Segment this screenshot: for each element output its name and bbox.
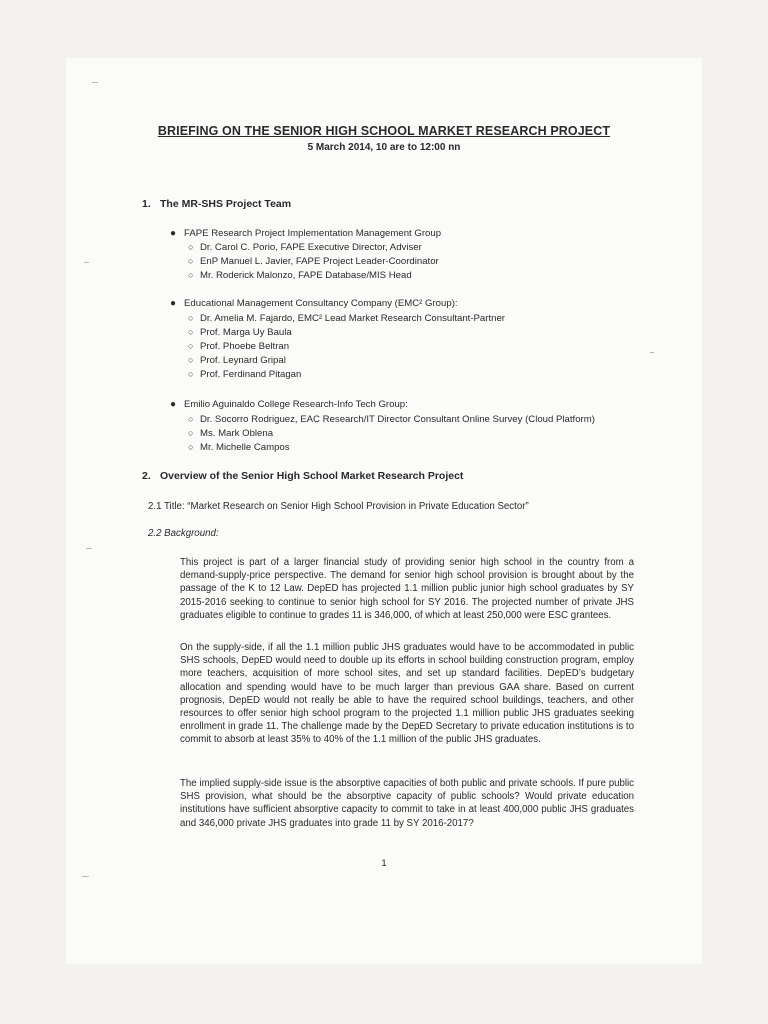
section-1-number: 1. (142, 198, 151, 210)
item-title: 2.1 Title: “Market Research on Senior High School Provision in Private Education Sector” (148, 501, 529, 512)
section-1-title: The MR-SHS Project Team (160, 198, 292, 210)
section-2-heading (142, 470, 463, 482)
member-item (188, 242, 422, 253)
circle-bullet-icon: ○ (188, 270, 194, 280)
circle-bullet-icon: ○ (188, 442, 194, 452)
item-background-label: 2.2 Background: (148, 528, 219, 539)
scan-speck (650, 352, 654, 353)
circle-bullet-icon: ○ (188, 327, 194, 337)
member-item (188, 313, 505, 324)
background-paragraph-2: On the supply-side, if all the 1.1 million public JHS graduates would have to be accommodated in public SHS schools, DepED would need to double up its efforts in school building construction program, employ more teachers, acquisition of more school sites, and set up standard facilities. DepED’s budgetary allocation and spending would have to be much larger than previous GAA share. Based on current prognosis, DepED would not really be able to have the required school buildings, teachers, and other resources to offer senior high school program to the projected 1.1 million public JHS graduates seeking enrollment in grade 11. The challenge made by the DepED Secretary to private education institutions is to commit to absorb at least 35% to 40% of the 1.1 million of the public JHS graduates. (180, 642, 634, 746)
scan-speck (92, 82, 98, 83)
member-name: EnP Manuel L. Javier, FAPE Project Leader-Coordinator (200, 256, 439, 267)
scan-speck (86, 548, 92, 549)
member-item (188, 369, 301, 380)
circle-bullet-icon: ○ (188, 369, 194, 379)
member-item (188, 355, 286, 366)
scan-speck (82, 876, 89, 877)
member-name: Prof. Marga Uy Baula (200, 327, 292, 338)
document-date: 5 March 2014, 10 are to 12:00 nn (307, 142, 461, 153)
member-name: Mr. Michelle Campos (200, 442, 290, 453)
circle-bullet-icon: ○ (188, 313, 194, 323)
circle-bullet-icon: ○ (188, 355, 194, 365)
document-title: BRIEFING ON THE SENIOR HIGH SCHOOL MARKET RESEARCH PROJECT (157, 124, 611, 138)
member-name: Dr. Amelia M. Fajardo, EMC² Lead Market Research Consultant-Partner (200, 313, 505, 324)
scan-speck (84, 262, 89, 263)
bullet-icon: ● (170, 399, 177, 410)
bullet-icon: ● (170, 228, 177, 239)
group-label: FAPE Research Project Implementation Management Group (184, 228, 442, 239)
section-1-heading (142, 198, 291, 210)
group-eac (170, 399, 408, 410)
member-name: Mr. Roderick Malonzo, FAPE Database/MIS Head (200, 270, 412, 281)
member-name: Ms. Mark Oblena (200, 428, 274, 439)
member-item (188, 270, 412, 281)
group-label: Emilio Aguinaldo College Research-Info Tech Group: (184, 399, 408, 410)
circle-bullet-icon: ○ (188, 341, 194, 351)
member-item (188, 256, 439, 267)
member-item (188, 327, 292, 338)
circle-bullet-icon: ○ (188, 256, 194, 266)
group-fape (170, 228, 441, 239)
section-2-title: Overview of the Senior High School Market Research Project (160, 470, 464, 482)
circle-bullet-icon: ○ (188, 242, 194, 252)
group-emc2 (170, 298, 458, 309)
member-name: Prof. Ferdinand Pitagan (200, 369, 302, 380)
member-item (188, 428, 273, 439)
member-item (188, 414, 595, 425)
member-name: Prof. Phoebe Beltran (200, 341, 290, 352)
member-item (188, 442, 290, 453)
document-page (66, 58, 702, 964)
bullet-icon: ● (170, 298, 177, 309)
member-name: Dr. Socorro Rodriguez, EAC Research/IT Director Consultant Online Survey (Cloud Platform) (200, 414, 595, 425)
background-paragraph-1: This project is part of a larger financial study of providing senior high school in the country from a demand-supply-price perspective. The demand for senior high school provision is brought about by the passage of the K to 12 Law. DepED has projected 1.1 million public junior high school graduates by SY 2015-2016 seeking to continue to senior high school for SY 2016. The projected number of private JHS graduates eligible to continue to grades 11 is 346,000, of which at least 250,000 were ESC grantees. (180, 557, 634, 621)
circle-bullet-icon: ○ (188, 428, 194, 438)
section-2-number: 2. (142, 470, 151, 482)
background-paragraph-3: The implied supply-side issue is the absorptive capacities of both public and private schools. If pure public SHS provision, what should be the absorptive capacity of public schools? Would private education institutions have sufficient absorptive capacity to commit to take in at least 400,000 public JHS graduates and 346,000 private JHS graduates into grade 11 by SY 2016-2017? (180, 778, 634, 829)
member-item (188, 341, 289, 352)
group-label: Educational Management Consultancy Company (EMC² Group): (184, 298, 458, 309)
circle-bullet-icon: ○ (188, 414, 194, 424)
member-name: Dr. Carol C. Porio, FAPE Executive Director, Adviser (200, 242, 422, 253)
member-name: Prof. Leynard Gripal (200, 355, 286, 366)
page-number: 1 (381, 858, 387, 869)
